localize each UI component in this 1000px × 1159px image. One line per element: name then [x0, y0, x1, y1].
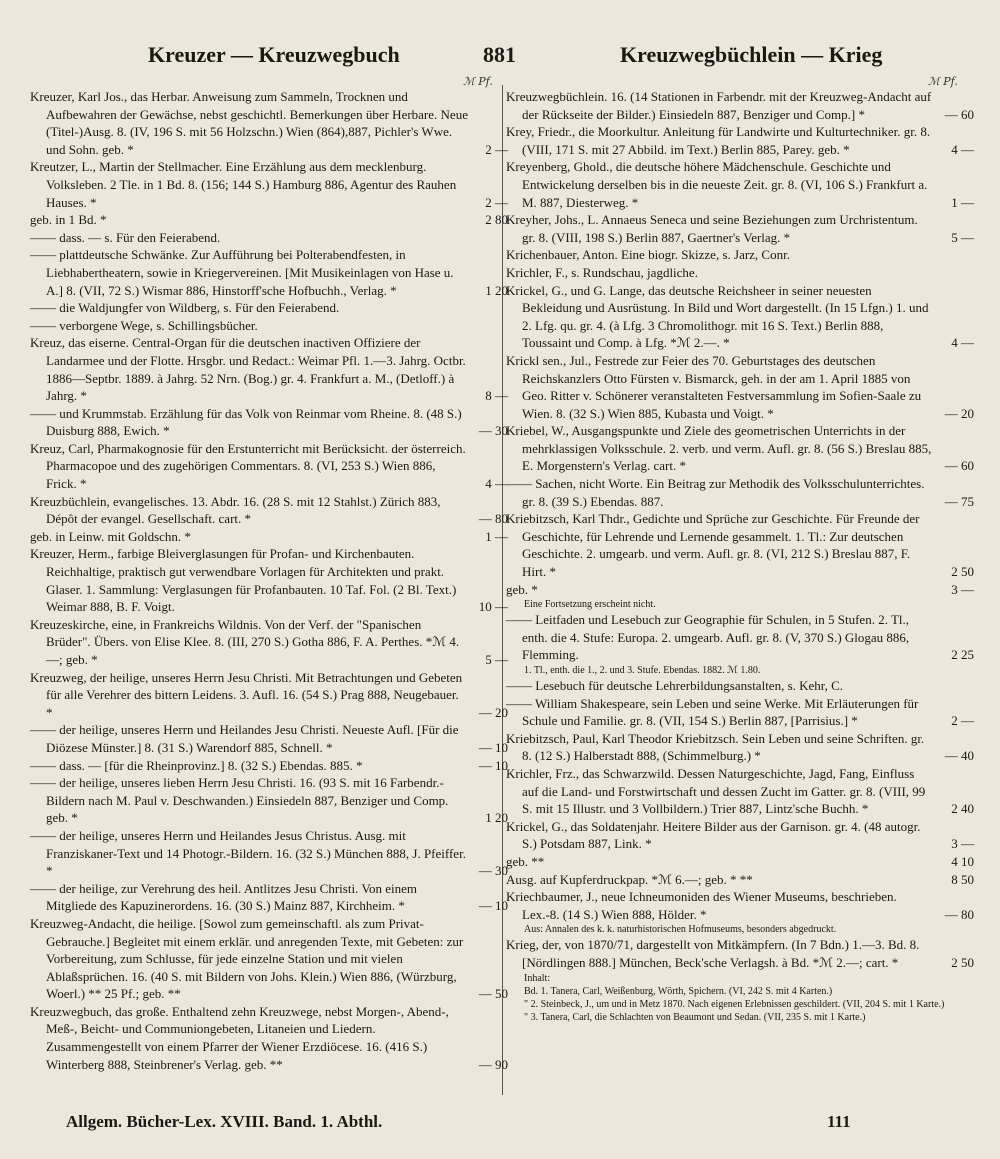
entry-text: —— und Krummstab. Erzählung für das Volk von Reinmar vom Rheine. 8. (48 S.) Duisburg 888, Ewich. * — [30, 405, 462, 439]
catalog-entry — [30, 158, 508, 211]
catalog-entry — [506, 871, 974, 889]
entry-price: — 60 — [944, 106, 974, 122]
entry-text: Kreuzweg, der heilige, unseres Herrn Jesu Christi. Mit Betrachtungen und Gebeten für alle Verehrer des bittern Leidens. 3. Aufl. 16. (54 S.) Prag 888, Neugebauer. * — [30, 669, 463, 720]
catalog-entry — [506, 264, 974, 282]
entry-text: —— Leitfaden und Lesebuch zur Geographie für Schulen, in 5 Stufen. 2. Tl., enth. die 4. Stufe: Europa. 2. umgearb. Aufl. gr. 8. (V, 370 S.) Glogau 886, Flemming. — [506, 612, 910, 663]
catalog-entry — [506, 352, 974, 422]
catalog-entry — [30, 915, 508, 1003]
entry-text: Kreuzer, Herm., farbige Bleiverglasungen für Profan- und Kirchenbauten. Reichhaltige, praktisch gut verwendbare Vorlagen für Architekten und prakt. Glaser. 1. Sammlung: Verglasungen für Profanbauten. 10 Taf. Fol. (2 Bl. Text.) Weimar 888, B. F. Voigt. — [30, 546, 457, 615]
entry-text: " 2. Steinbeck, J., um und in Metz 1870. Nach eigenen Erlebnissen geschildert. (VII, 204 S. mit 1 Karte.) — [524, 998, 945, 1010]
entry-price: 1 20 — [485, 810, 508, 826]
catalog-entry — [506, 765, 974, 818]
entry-text: Kriebitzsch, Paul, Karl Theodor Kriebitzsch. Sein Leben und seine Schriften. gr. 8. (12 S.) Halberstadt 888, (Schimmelburg.) * — [506, 730, 925, 764]
catalog-entry — [30, 880, 508, 915]
catalog-entry — [30, 493, 508, 528]
price-unit-left: ℳ Pf. — [463, 75, 493, 88]
catalog-entry — [30, 528, 508, 546]
entry-text: Kreuz, das eiserne. Central-Organ für die deutschen inactiven Offiziere der Landarmee und der Flotte. Hrsgbr. und Redact.: Weimar Pfl. 1.—3. Jahrg. Octbr. 1886—Septbr. 1889. à Jahrg. 52 Nrn. (Bog.) gr. 4. Frankfurt a. M., (Detloff.) à Jahrg. * — [30, 335, 466, 404]
entry-text: Krickl sen., Jul., Festrede zur Feier des 70. Geburtstages des deutschen Reichskanzlers Otto Fürsten v. Bismarck, geh. in der am 1. April 1885 von Geo. Ritter v. Schönerer veranstalteten Festversammlung im Sofien-Saale zu Wien. 8. (32 S.) Wien 885, Kubasta und Voigt. * — [506, 352, 922, 421]
entry-price: 2 50 — [951, 564, 974, 580]
entry-text: Krichler, Frz., das Schwarzwild. Dessen Naturgeschichte, Jagd, Fang, Einfluss auf die Land- und Forstwirtschaft und dessen Zucht im Gatter. gr. 8. (VIII, 99 S. mit 15 Illustr. und 3 Vollbildern.) Trier 887, Lintz'sche Buchh. * — [506, 765, 926, 817]
right-column — [506, 88, 974, 1024]
entry-text: Ausg. auf Kupferdruckpap. *ℳ 6.—; geb. * ** — [506, 871, 753, 887]
catalog-entry — [30, 827, 508, 880]
price-unit-right: ℳ Pf. — [928, 75, 958, 88]
entry-price: — 10 — [478, 898, 508, 914]
footer-sheet-number: 111 — [827, 1112, 851, 1131]
catalog-entry — [30, 405, 508, 440]
catalog-entry — [506, 936, 974, 971]
catalog-entry — [506, 88, 974, 123]
catalog-entry — [30, 774, 508, 827]
entry-price: 5 — — [485, 652, 508, 667]
entry-price: 8 50 — [951, 871, 974, 887]
entry-price: 2 50 — [951, 954, 974, 970]
catalog-entry — [30, 440, 508, 493]
header-right: Kreuzwegbüchlein — Krieg — [620, 42, 883, 67]
entry-text: Kreuz, Carl, Pharmakognosie für den Erstunterricht mit Berücksicht. der österreich. Pharmacopoe und des zugehörigen Commentars. 8. (VI, 253 S.) Wien 886, Frick. * — [30, 440, 466, 492]
entry-text: Kreutzer, L., Martin der Stellmacher. Eine Erzählung aus dem mecklenburg. Volksleben. 2 Tle. in 1 Bd. 8. (156; 144 S.) Hamburg 886, Agentur des Rauhen Hauses. * — [30, 159, 457, 210]
entry-text: —— der heilige, zur Verehrung des heil. Antlitzes Jesu Christi. Von einem Mitgliede des Kapuzinerordens. 16. (30 S.) Mainz 887, Kirchheim. * — [30, 880, 418, 914]
catalog-entry — [506, 695, 974, 730]
catalog-entry — [506, 598, 974, 611]
entry-price: — 30 — [478, 863, 508, 879]
catalog-entry — [506, 282, 974, 352]
entry-text: geb. in 1 Bd. * — [30, 212, 107, 228]
catalog-entry — [506, 985, 974, 998]
catalog-entry — [506, 664, 974, 677]
catalog-entry — [506, 211, 974, 246]
catalog-entry — [30, 757, 508, 775]
entry-text: Inhalt: — [524, 972, 551, 984]
entry-text: Kreyher, Johs., L. Annaeus Seneca und seine Beziehungen zum Urchristentum. gr. 8. (VIII, 198 S.) Berlin 887, Gaertner's Verlag. * — [506, 212, 918, 245]
entry-price: — 20 — [478, 704, 508, 720]
catalog-entry — [506, 888, 974, 923]
entry-text: Kreyenberg, Ghold., die deutsche höhere Mädchenschule. Geschichte und Entwickelung derselben bis in die neueste Zeit. gr. 8. (VI, 106 S.) Frankfurt a. M. 887, Diesterweg. * — [506, 159, 928, 210]
header-left: Kreuzer — Kreuzwegbuch — [148, 42, 400, 67]
catalog-entry — [506, 475, 974, 510]
entry-price: — 40 — [944, 748, 974, 764]
entry-text: Krickel, G., das Soldatenjahr. Heitere Bilder aus der Garnison. gr. 4. (48 autogr. S.) Potsdam 887, Link. * — [506, 818, 921, 852]
catalog-entry — [506, 972, 974, 985]
catalog-entry — [506, 158, 974, 211]
entry-text: Kriebel, W., Ausgangspunkte und Ziele des geometrischen Unterrichts in der mehrklassigen Volksschule. 2. verb. und verm. Aufl. gr. 8. (56 S.) Breslau 885, E. Morgenstern's Verlag. cart. * — [506, 423, 932, 474]
left-column — [30, 88, 508, 1073]
catalog-entry — [30, 246, 508, 299]
catalog-entry — [30, 317, 508, 335]
catalog-entry — [506, 123, 974, 158]
entry-price: — 20 — [944, 405, 974, 421]
entry-price: 1 20 — [485, 282, 508, 298]
entry-price: 4 10 — [951, 853, 974, 869]
entry-price: 2 — — [485, 141, 508, 157]
entry-text: " 3. Tanera, Carl, die Schlachten von Beaumont und Sedan. (VII, 235 S. mit 1 Karte.) — [524, 1011, 866, 1023]
catalog-entry — [30, 669, 508, 722]
catalog-entry — [30, 299, 508, 317]
page-number: 881 — [483, 42, 516, 67]
entry-price: 2 40 — [951, 801, 974, 817]
entry-price: 1 — — [485, 528, 508, 544]
entry-text: Kreuzer, Karl Jos., das Herbar. Anweisung zum Sammeln, Trocknen und Aufbewahren der Gewächse, nebst geschichtl. Bemerkungen über Herbare. Neue (Titel-)Ausg. 8. (IV, 196 S. mit 56 Holzschn.) Wien (864),887, Pichler's Wwe. und Sohn. geb. * — [30, 89, 468, 157]
entry-price: 4 — — [485, 476, 508, 492]
entry-price: — 30 — [478, 423, 508, 439]
entry-text: —— Sachen, nicht Worte. Ein Beitrag zur Methodik des Volksschulunterrichtes. gr. 8. (39 S.) Ebendas. 887. — [506, 476, 925, 509]
catalog-entry — [30, 1003, 508, 1073]
entry-text: Kreuzwegbuch, das große. Enthaltend zehn Kreuzwege, nebst Morgen-, Abend-, Meß-, Beicht- und Communiongebeten, Litaneien und Liedern. Zusammengestellt von einem Pfarrer der Wiener Erzdiöcese. 16. (416 S.) Winterberg 888, Steinbrener's Verlag. geb. ** — [30, 1003, 449, 1072]
entry-text: Kreuzwegbüchlein. 16. (14 Stationen in Farbendr. mit der Kreuzweg-Andacht auf der Rückseite der Bilder.) Einsiedeln 887, Benziger und Comp.] * — [506, 89, 932, 122]
entry-price: — 80 — [478, 511, 508, 527]
entry-text: —— der heilige, unseres Herrn und Heilandes Jesu Christi. Neueste Aufl. [Für die Diözese Münster.] 8. (31 S.) Warendorf 885, Schnell. * — [30, 722, 459, 755]
entry-price: 8 — — [485, 388, 508, 404]
entry-price: 3 — — [951, 581, 974, 597]
entry-text: Kreuzeskirche, eine, in Frankreichs Wildnis. Von der Verf. der "Spanischen Brüder". Übers. von Elise Klee. 8. (III, 270 S.) Gotha 886, F. A. Perthes. *ℳ 4.—; geb. * — [30, 616, 460, 667]
catalog-entry — [506, 998, 974, 1011]
entry-price: — 80 — [944, 906, 974, 922]
catalog-entry — [30, 211, 508, 229]
catalog-entry — [506, 818, 974, 853]
entry-text: Aus: Annalen des k. k. naturhistorischen Hofmuseums, besonders abgedruckt. — [524, 924, 837, 936]
catalog-entry — [506, 581, 974, 599]
catalog-entry — [30, 229, 508, 247]
catalog-entry — [30, 334, 508, 404]
entry-text: geb. ** — [506, 853, 545, 869]
entry-price: 2 — — [485, 194, 508, 210]
entry-text: Kreuzweg-Andacht, die heilige. [Sowol zum gemeinschaftl. als zum Privat-Gebrauche.] Begleitet mit einem erklär. und anregenden Texte, mit Gebeten: zur Vorbereitung, zum Schlusse, für jede einzelne Station und mit vielen Ablaßsprüchen. 16. (40 S. mit Bildern von Johs. Klein.) Wien 886, (Würzburg, Woerl.) ** 25 Pf.; geb. ** — [30, 915, 464, 1002]
entry-text: —— der heilige, unseres lieben Herrn Jesu Christi. 16. (93 S. mit 16 Farbendr.-Bildern nach M. Paul v. Deschwanden.) Einsiedeln 887, Benziger und Comp. geb. * — [30, 775, 449, 826]
entry-text: —— Lesebuch für deutsche Lehrerbildungsanstalten, s. Kehr, C. — [506, 678, 844, 693]
catalog-entry — [506, 246, 974, 264]
entry-text: —— dass. — s. Für den Feierabend. — [30, 229, 221, 245]
entry-text: Krichler, F., s. Rundschau, jagdliche. — [506, 264, 698, 280]
catalog-entry — [506, 510, 974, 580]
entry-price: 2 80 — [485, 212, 508, 228]
footer-signature: Allgem. Bücher-Lex. XVIII. Band. 1. Abthl. — [66, 1112, 383, 1131]
entry-text: Bd. 1. Tanera, Carl, Weißenburg, Wörth, Spichern. (VI, 242 S. mit 4 Karten.) — [524, 985, 833, 997]
entry-text: Kriebitzsch, Karl Thdr., Gedichte und Sprüche zur Geschichte. Für Freunde der Geschichte, für Lehrende und Lernende gesammelt. 1. Tl.: Zur deutschen Geschichte. 2. umgearb. und verm. Aufl. gr. 8. (VI, 212 S.) Breslau 887, F. Hirt. * — [506, 511, 920, 580]
entry-text: —— die Waldjungfer von Wildberg, s. Für den Feierabend. — [30, 300, 340, 316]
entry-text: Krichenbauer, Anton. Eine biogr. Skizze, s. Jarz, Conr. — [506, 247, 790, 263]
catalog-entry — [506, 1011, 974, 1024]
entry-price: 4 — — [951, 141, 974, 157]
entry-price: — 10 — [478, 739, 508, 755]
entry-text: 1. Tl., enth. die 1., 2. und 3. Stufe. Ebendas. 1882. ℳ 1.80. — [524, 665, 761, 676]
running-header — [0, 42, 1000, 78]
entry-price: — 60 — [944, 458, 974, 474]
catalog-entry — [506, 730, 974, 765]
entry-text: Krieg, der, von 1870/71, dargestellt von Mitkämpfern. (In 7 Bdn.) 1.—3. Bd. 8. [Nördlingen 888.] München, Beck'sche Verlagsh. à Bd. *ℳ 2.—; cart. * — [506, 937, 920, 970]
entry-price: 3 — — [951, 836, 974, 852]
entry-text: —— der heilige, unseres Herrn und Heilandes Jesus Christus. Ausg. mit Franziskaner-Text und 14 Photogr.-Bildern. 16. (32 S.) München 888, J. Pfeiffer. * — [30, 827, 466, 879]
catalog-entry — [506, 422, 974, 475]
entry-price: — 90 — [478, 1056, 508, 1072]
entry-price: 2 — — [951, 713, 974, 729]
entry-text: Kriechbaumer, J., neue Ichneumoniden des Wiener Museums, beschrieben. Lex.-8. (14 S.) Wien 888, Hölder. * — [506, 889, 897, 922]
entry-price: 1 — — [951, 194, 974, 210]
entry-price: 10 — — [478, 599, 508, 615]
entry-price: 5 — — [951, 229, 974, 245]
entry-text: geb. in Leinw. mit Goldschn. * — [30, 528, 191, 544]
catalog-entry — [506, 923, 974, 936]
entry-price: 2 25 — [951, 647, 974, 663]
entry-text: Krey, Friedr., die Moorkultur. Anleitung für Landwirte und Kulturtechniker. gr. 8. (VIII, 171 S. mit 27 Abbild. im Text.) Berlin 885, Parey. geb. * — [506, 124, 931, 157]
catalog-entry — [506, 611, 974, 664]
catalog-entry — [30, 88, 508, 158]
entry-price: — 10 — [478, 757, 508, 773]
entry-text: —— William Shakespeare, sein Leben und seine Werke. Mit Erläuterungen für Schule und Familie. gr. 8. (VII, 154 S.) Berlin 887, [Parrisius.] * — [506, 695, 919, 729]
entry-text: geb. * — [506, 581, 538, 597]
entry-text: Krickel, G., und G. Lange, das deutsche Reichsheer in seiner neuesten Bekleidung und Ausrüstung. In Bild und Wort dargestellt. (In 15 Lfgn.) 1. und 2. Lfg. qu. gr. 4. (à Lfg. 3 Chromolithogr. mit 16 S. Text.) Berlin 888, Toussaint und Comp. à Lfg. *ℳ 2.—. * — [506, 282, 929, 351]
catalog-entry — [30, 616, 508, 669]
entry-text: Eine Fortsetzung erscheint nicht. — [524, 599, 656, 611]
catalog-entry — [506, 677, 974, 695]
entry-text: —— plattdeutsche Schwänke. Zur Aufführung bei Polterabendfesten, in Liebhabertheatern, sowie in Kriegervereinen. [Mit Musikeinlagen von Hase u. A.] 8. (VII, 72 S.) Wismar 886, Hinstorff'sche Hofbuchh., Verlag. * — [30, 247, 454, 298]
entry-price: — 75 — [944, 493, 974, 509]
entry-text: —— dass. — [für die Rheinprovinz.] 8. (32 S.) Ebendas. 885. * — [30, 757, 363, 773]
entry-price: — 50 — [478, 986, 508, 1002]
catalog-entry — [506, 853, 974, 871]
catalog-entry — [30, 721, 508, 756]
catalog-entry — [30, 545, 508, 615]
entry-price: 4 — — [951, 335, 974, 351]
entry-text: —— verborgene Wege, s. Schillingsbücher. — [30, 317, 258, 333]
entry-text: Kreuzbüchlein, evangelisches. 13. Abdr. 16. (28 S. mit 12 Stahlst.) Zürich 883, Dépôt der evangel. Gesellschaft. cart. * — [30, 493, 441, 527]
